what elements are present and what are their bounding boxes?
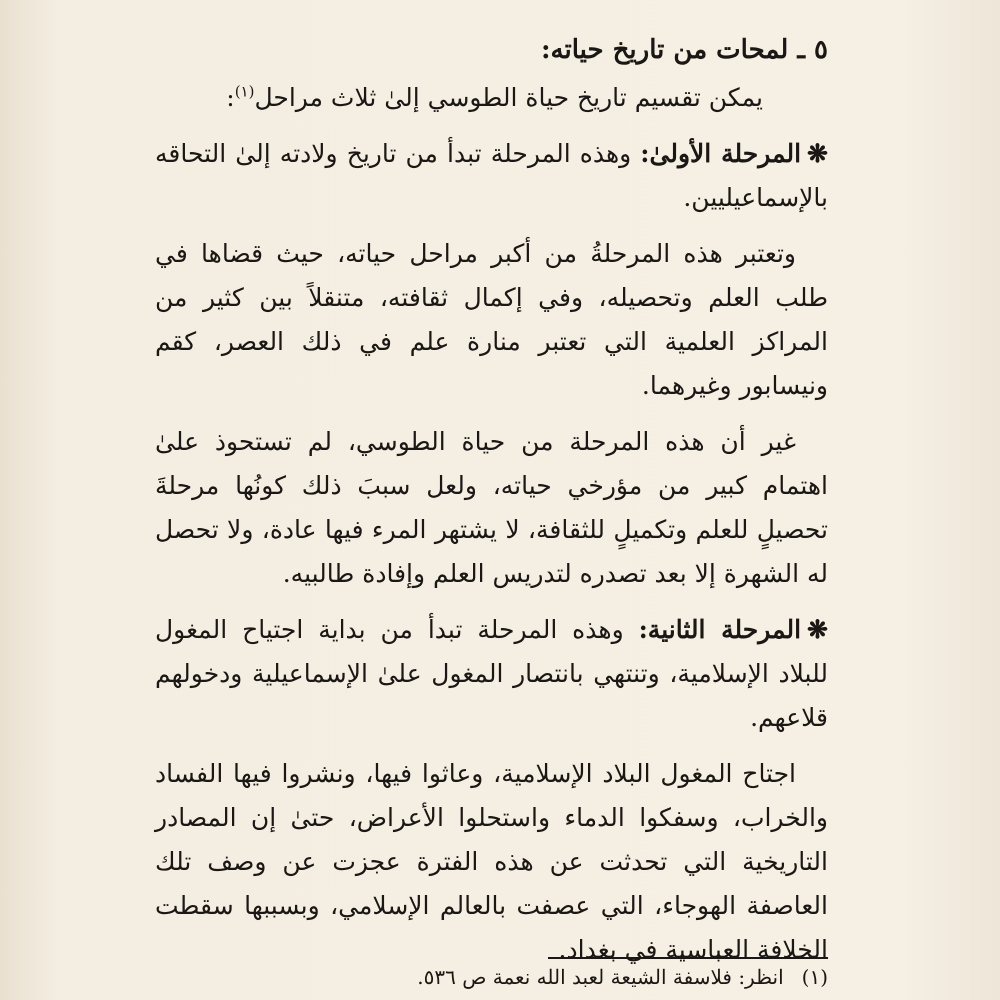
- intro-colon: :: [226, 83, 235, 112]
- paragraph-1: وتعتبر هذه المرحلةُ من أكبر مراحل حياته، حيث قضاها في طلب العلم وتحصيله، وفي إكمال ثقافته، متنقلاً بين كثير من المراكز العلمية التي تعتبر منارة علم في ذلك العصر، كقم ونيسابور وغيرهما.: [155, 239, 828, 400]
- stage-one-title: المرحلة الأولىٰ:: [640, 139, 802, 168]
- intro-text: يمكن تقسيم تاريخ حياة الطوسي إلىٰ ثلاث مراحل: [254, 83, 763, 112]
- footnote-divider: [548, 957, 828, 959]
- stage-two-title: المرحلة الثانية:: [638, 615, 802, 644]
- asterisk-flower-icon: ❋: [807, 139, 828, 168]
- footnote: [155, 962, 828, 992]
- footnote-reference: (١): [234, 82, 255, 101]
- paragraph-3: اجتاح المغول البلاد الإسلامية، وعاثوا فيها، ونشروا فيها الفساد والخراب، وسفكوا الدماء واستحلوا الأعراض، حتىٰ إن المصادر التاريخية التي تحدثت عن هذه الفترة عجزت عن وصف تلك العاصفة الهوجاء، التي عصفت بالعالم الإسلامي، وبسببها سقطت الخلافة العباسية في بغداد.: [155, 759, 828, 964]
- footnote-number: (١): [801, 965, 828, 989]
- stage-two-text: وهذه المرحلة تبدأ من بداية اجتياح المغول للبلاد الإسلامية، وتنتهي بانتصار المغول علىٰ الإسماعيلية ودخولهم قلاعهم.: [155, 615, 828, 732]
- stage-one-paragraph: [155, 132, 828, 220]
- paragraph-2: غير أن هذه المرحلة من حياة الطوسي، لم تستحوذ علىٰ اهتمام كبير من مؤرخي حياته، ولعل سببَ ذلك كونُها مرحلةَ تحصيلٍ للعلم وتكميلٍ للثقافة، لا يشتهر المرء فيها عادة، ولا تحصل له الشهرة إلا بعد تصدره لتدريس العلم وإفادة طالبيه.: [155, 427, 828, 588]
- stage-two-paragraph: [155, 608, 828, 740]
- asterisk-flower-icon: ❋: [807, 615, 828, 644]
- page-body: [155, 28, 828, 984]
- intro-paragraph: [155, 76, 828, 120]
- stage-one-text: وهذه المرحلة تبدأ من تاريخ ولادته إلىٰ التحاقه بالإسماعيليين.: [155, 139, 828, 212]
- footnote-text: انظر: فلاسفة الشيعة لعبد الله نعمة ص ٥٣٦.: [417, 965, 784, 989]
- section-heading: ٥ ـ لمحات من تاريخ حياته:: [540, 35, 828, 65]
